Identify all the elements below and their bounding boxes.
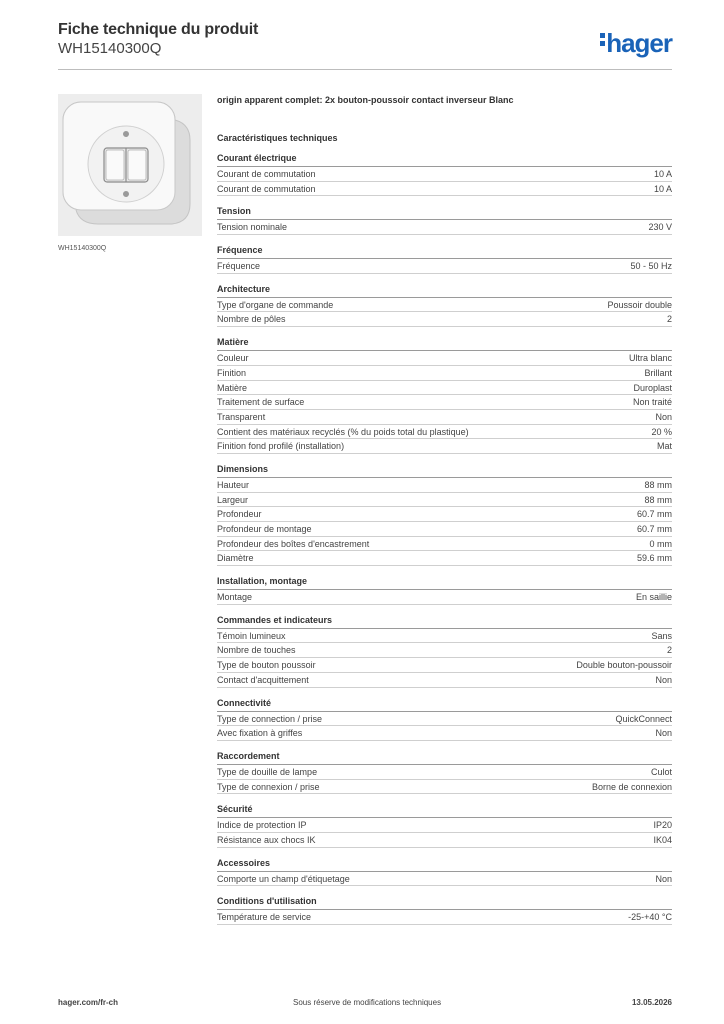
spec-label: Finition [217,367,247,378]
spec-value: Non [655,411,672,422]
spec-label: Courant de commutation [217,183,316,194]
spec-row [217,643,672,658]
spec-value: Culot [650,766,672,777]
group-title: Accessoires [217,858,672,872]
spec-label: Avec fixation à griffes [217,728,303,739]
group-title: Commandes et indicateurs [217,615,672,629]
footer-disclaimer: Sous réserve de modifications techniques [293,998,442,1007]
spec-row [217,298,672,313]
spec-row [217,381,672,396]
spec-row [217,537,672,552]
spec-row [217,395,672,410]
spec-row [217,833,672,848]
spec-value: 10 A [653,169,672,179]
spec-value: 60.7 mm [636,509,672,520]
spec-label: Montage [217,592,253,603]
spec-row [217,780,672,795]
spec-label: Type de bouton poussoir [217,660,316,671]
spec-label: Résistance aux chocs IK [217,834,316,845]
section-title: Caractéristiques techniques [217,133,338,143]
group-title: Matière [217,337,672,351]
spec-row [217,351,672,366]
spec-value: Duroplast [633,382,672,393]
spec-label: Finition fond profilé (installation) [217,441,345,452]
spec-row [217,658,672,673]
double-push-button-icon [58,94,202,236]
spec-value: Sans [651,630,672,641]
spec-label: Contact d'acquittement [217,674,309,685]
spec-label: Tension nominale [217,222,288,233]
spec-row [217,765,672,780]
spec-value: 59.6 mm [636,553,672,564]
hager-logo: hager [600,28,672,59]
product-description: origin apparent complet: 2x bouton-poussoir contact inverseur Blanc [217,95,514,105]
spec-row [217,220,672,235]
spec-row [217,673,672,688]
spec-value: 230 V [648,222,672,233]
spec-row [217,439,672,454]
spec-row [217,182,672,197]
group-title: Fréquence [217,245,672,259]
spec-value: Double bouton-poussoir [576,660,672,671]
group-title: Dimensions [217,464,672,478]
spec-label: Matière [217,382,248,393]
spec-row [217,872,672,887]
spec-value: 88 mm [644,479,672,490]
spec-row [217,410,672,425]
spec-value: 20 % [651,426,672,437]
product-code: WH15140300Q [58,40,162,57]
group-title: Tension [217,206,672,220]
spec-label: Type d'organe de commande [217,299,334,310]
spec-row [217,910,672,925]
spec-value: Non [655,674,672,685]
spec-row [217,167,672,182]
spec-label: Température de service [217,912,312,923]
spec-value: -25-+40 °C [628,912,672,923]
group-title: Installation, montage [217,576,672,590]
spec-label: Type de douille de lampe [217,766,318,777]
spec-row [217,493,672,508]
spec-value: 0 mm [649,538,672,549]
footer-date: 13.05.2026 [631,998,672,1007]
spec-label: Type de connection / prise [217,713,323,724]
spec-value: Ultra blanc [628,353,672,364]
spec-label: Traitement de surface [217,397,305,408]
spec-label: Contient des matériaux recyclés (% du poids total du plastique) [217,426,469,437]
group-title: Sécurité [217,804,672,818]
spec-value: Brillant [644,367,672,378]
product-image [58,94,202,236]
spec-label: Fréquence [217,261,261,272]
spec-value: 50 - 50 Hz [630,261,672,272]
page-title: Fiche technique du produit [58,21,259,38]
spec-label: Nombre de touches [217,645,296,656]
spec-label: Hauteur [217,479,250,490]
spec-value: Poussoir double [607,299,672,310]
spec-label: Courant de commutation [217,169,316,179]
spec-value: 88 mm [644,494,672,505]
spec-value: 2 [666,314,672,325]
spec-label: Témoin lumineux [217,630,286,641]
spec-row [217,478,672,493]
spec-label: Profondeur de montage [217,524,312,534]
spec-label: Profondeur [217,509,262,520]
spec-row [217,259,672,274]
footer-website[interactable]: hager.com/fr-ch [58,998,119,1007]
spec-row [217,726,672,741]
group-title: Raccordement [217,751,672,765]
spec-row [217,507,672,522]
image-caption: WH15140300Q [58,245,107,252]
group-title: Connectivité [217,698,672,712]
logo-dots-icon [600,30,606,49]
page-header [58,20,672,70]
spec-content [217,95,672,925]
group-title: Architecture [217,284,672,298]
spec-value: IK04 [653,834,672,845]
spec-row [217,522,672,537]
spec-label: Comporte un champ d'étiquetage [217,873,350,884]
spec-label: Couleur [217,353,249,364]
spec-row [217,425,672,440]
spec-label: Type de connexion / prise [217,781,320,792]
spec-row [217,366,672,381]
header-divider [58,69,672,70]
spec-row [217,590,672,605]
spec-label: Profondeur des boîtes d'encastrement [217,538,370,549]
spec-row [217,551,672,566]
spec-label: Indice de protection IP [217,820,307,831]
spec-value: QuickConnect [615,713,672,724]
spec-value: Non [655,873,672,884]
spec-value: 2 [666,645,672,656]
spec-groups [217,153,672,925]
spec-value: Non traité [632,397,672,408]
spec-value: Non [655,728,672,739]
spec-label: Transparent [217,411,266,422]
spec-label: Nombre de pôles [217,314,286,325]
spec-value: En saillie [635,592,672,603]
spec-label: Diamètre [217,553,254,564]
spec-row [217,629,672,644]
group-title: Courant électrique [217,153,672,167]
spec-value: 10 A [653,183,672,194]
spec-row [217,818,672,833]
spec-label: Largeur [217,494,249,505]
group-title: Conditions d'utilisation [217,896,672,910]
spec-value: IP20 [653,820,672,831]
spec-value: 60.7 mm [636,524,672,534]
spec-row [217,712,672,727]
spec-row [217,312,672,327]
spec-value: Borne de connexion [591,781,672,792]
spec-value: Mat [656,441,672,452]
